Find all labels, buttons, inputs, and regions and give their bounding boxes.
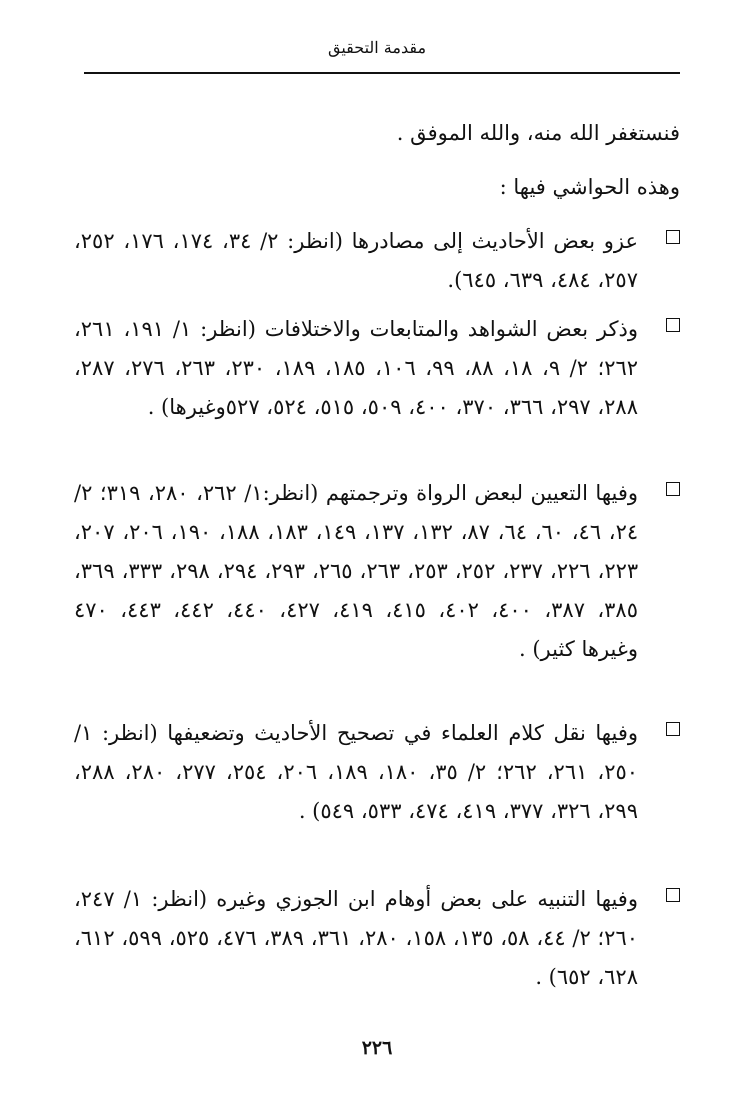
checkbox-square-icon xyxy=(666,722,680,736)
checkbox-square-icon xyxy=(666,888,680,902)
checkbox-square-icon xyxy=(666,482,680,496)
list-item-text: وفيها نقل كلام العلماء في تصحيح الأحاديث وتضعيفها (انظر: ١/ ٢٥٠، ٢٦١، ٢٦٢؛ ٢/ ٣٥، ١٨٠، ١٨٩، ٢٠٦، ٢٥٤، ٢٧٧، ٢٨٠، ٢٨٨، ٢٩٩، ٣٢٦، ٣٧٧، ٤١٩، ٤٧٤، ٥٣٣، ٥٤٩) . xyxy=(74,721,639,823)
running-head-title: مقدمة التحقيق xyxy=(327,38,427,57)
list-item-text: وفيها التنبيه على بعض أوهام ابن الجوزي وغيره (انظر: ١/ ٢٤٧، ٢٦٠؛ ٢/ ٤٤، ٥٨، ١٣٥، ١٥٨، ٢٨٠، ٣٦١، ٣٨٩، ٤٧٦، ٥٢٥، ٥٩٩، ٦١٢، ٦٢٨، ٦٥٢) . xyxy=(74,887,639,989)
list-item-text: وذكر بعض الشواهد والمتابعات والاختلافات (انظر: ١/ ١٩١، ٢٦١، ٢٦٢؛ ٢/ ٩، ١٨، ٨٨، ٩٩، ١٠٦، ١٨٥، ١٨٩، ٢٣٠، ٢٦٣، ٢٧٦، ٢٨٧، ٢٨٨، ٢٩٧، ٣٦٦، ٣٧٠، ٤٠٠، ٥٠٩، ٥١٥، ٥٢٤، ٥٢٧وغيرها) . xyxy=(74,317,639,419)
header-rule xyxy=(84,72,680,74)
intro-line-1: فنستغفر الله منه، والله الموفق . xyxy=(396,121,680,145)
list-item-text: وفيها التعيين لبعض الرواة وترجمتهم (انظر:١/ ٢٦٢، ٢٨٠، ٣١٩؛ ٢/ ٢٤، ٤٦، ٦٠، ٦٤، ٨٧، ١٣٢، ١٣٧، ١٤٩، ١٨٣، ١٨٨، ١٩٠، ٢٠٦، ٢٠٧، ٢٢٣، ٢٢٦، ٢٣٧، ٢٥٢، ٢٥٣، ٢٦٣، ٢٦٥، ٢٩٣، ٢٩٤، ٢٩٨، ٣٣٣، ٣٦٩، ٣٨٥، ٣٨٧، ٤٠٠، ٤٠٢، ٤١٥، ٤١٩، ٤٢٧، ٤٤٠، ٤٤٢، ٤٤٣، ٤٧٠ وغيرها كثير) . xyxy=(74,481,639,661)
intro-line-2: وهذه الحواشي فيها : xyxy=(499,175,680,199)
list-item-text: عزو بعض الأحاديث إلى مصادرها (انظر: ٢/ ٣٤، ١٧٤، ١٧٦، ٢٥٢، ٢٥٧، ٤٨٤، ٦٣٩، ٦٤٥). xyxy=(74,229,639,292)
checkbox-square-icon xyxy=(666,318,680,332)
checkbox-square-icon xyxy=(666,230,680,244)
page-number: ٢٢٦ xyxy=(361,1037,393,1059)
